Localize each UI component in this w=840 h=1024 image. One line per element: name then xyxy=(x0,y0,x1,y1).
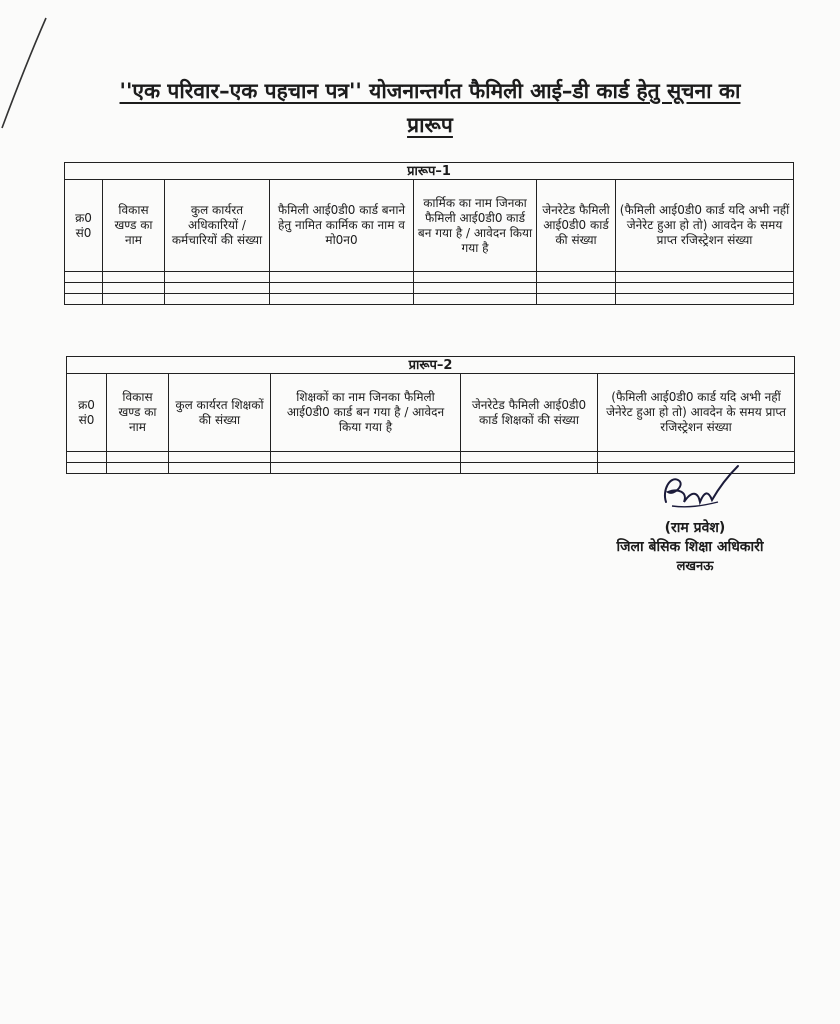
form-1-header-generated-count: जेनरेटेड फैमिली आई0डी0 कार्ड की संख्या xyxy=(537,180,616,272)
form-1-header-staff-names: कार्मिक का नाम जिनका फैमिली आई0डी0 कार्ड बन गया है / आवेदन किया गया है xyxy=(414,180,537,272)
scan-edge-line xyxy=(0,0,60,130)
form-2-header-teacher-names: शिक्षकों का नाम जिनका फैमिली आई0डी0 कार्ड बन गया है / आवेदन किया गया है xyxy=(271,374,461,452)
form-2-header-registration-number: (फैमिली आई0डी0 कार्ड यदि अभी नहीं जेनेरेट हुआ हो तो) आवदेन के समय प्राप्त रजिस्ट्रेशन संख्या xyxy=(598,374,795,452)
form-2-table xyxy=(66,356,795,474)
signatory-designation: जिला बेसिक शिक्षा अधिकारी xyxy=(616,539,764,555)
form-1-header-nominated-staff: फैमिली आई0डी0 कार्ड बनाने हेतु नामित कार्मिक का नाम व मो0न0 xyxy=(270,180,414,272)
table-row xyxy=(65,272,794,283)
form-1-header-block: विकास खण्ड का नाम xyxy=(103,180,165,272)
title-line-2: प्रारूप xyxy=(407,113,453,137)
form-1-header-registration-number: (फैमिली आई0डी0 कार्ड यदि अभी नहीं जेनेरेट हुआ हो तो) आवदेन के समय प्राप्त रजिस्ट्रेशन संख्या xyxy=(616,180,794,272)
form-2-header-generated-count: जेनरेटेड फैमिली आई0डी0 कार्ड शिक्षकों की संख्या xyxy=(461,374,598,452)
form-2-caption: प्रारूप–2 xyxy=(67,357,795,374)
form-1-header-serial: क्र0 सं0 xyxy=(65,180,103,272)
form-2-header-block: विकास खण्ड का नाम xyxy=(107,374,169,452)
table-row xyxy=(65,294,794,305)
form-2-header-serial: क्र0 सं0 xyxy=(67,374,107,452)
signatory-name: (राम प्रवेश) xyxy=(664,520,726,536)
table-row xyxy=(65,283,794,294)
form-1-caption: प्रारूप–1 xyxy=(65,163,794,180)
table-row xyxy=(67,452,795,463)
signatory-place: लखनऊ xyxy=(676,559,714,574)
document-title xyxy=(60,74,800,142)
form-1-table xyxy=(64,162,794,305)
title-line-1: ''एक परिवार–एक पहचान पत्र'' योजनान्तर्गत फैमिली आई–डी कार्ड हेतु सूचना का xyxy=(119,79,741,103)
handwritten-signature xyxy=(648,462,748,522)
form-2-header-total-teachers: कुल कार्यरत शिक्षकों की संख्या xyxy=(169,374,271,452)
form-1-header-total-staff: कुल कार्यरत अधिकारियों / कर्मचारियों की संख्या xyxy=(165,180,270,272)
